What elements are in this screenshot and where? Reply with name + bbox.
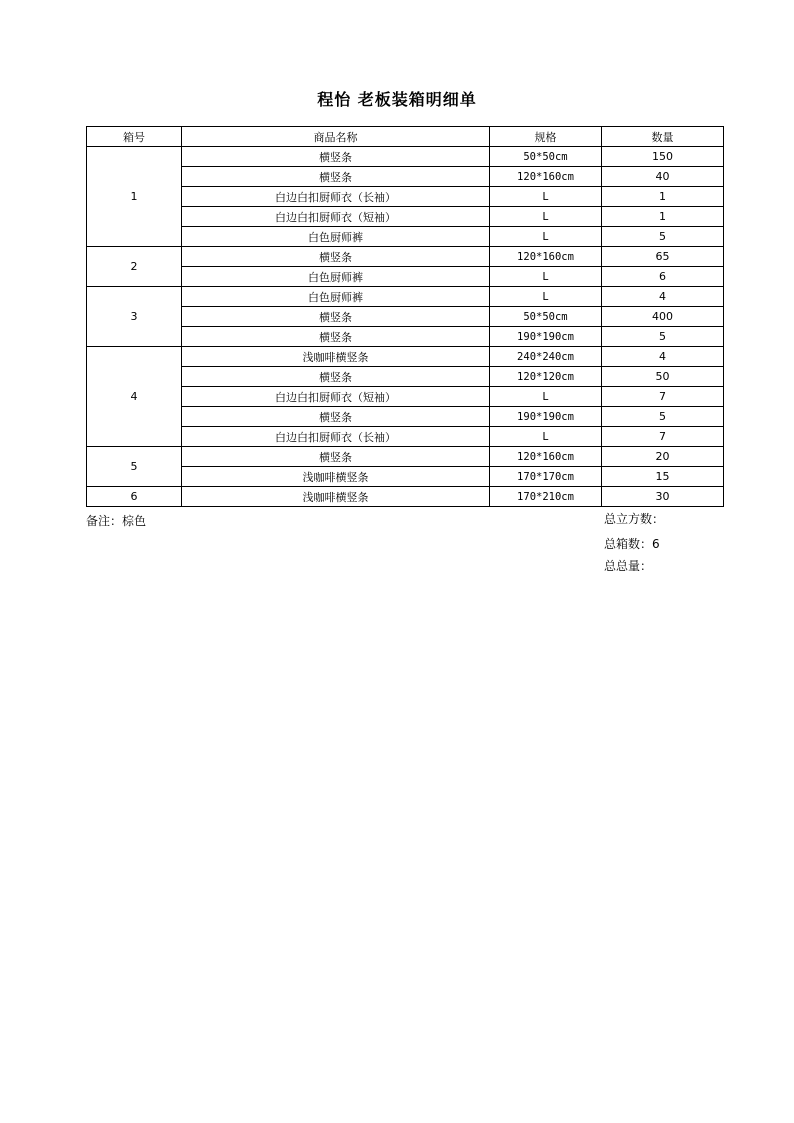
table-row [87, 427, 724, 447]
table-row [87, 287, 724, 307]
quantity-cell: 50 [602, 367, 724, 387]
spec-cell: 50*50cm [490, 147, 602, 167]
quantity-cell: 5 [602, 227, 724, 247]
product-name-cell: 横竖条 [182, 447, 490, 467]
quantity-cell: 5 [602, 327, 724, 347]
spec-cell: 120*120cm [490, 367, 602, 387]
spec-cell: 190*190cm [490, 327, 602, 347]
product-name-cell: 横竖条 [182, 247, 490, 267]
product-name-cell: 横竖条 [182, 307, 490, 327]
quantity-cell: 20 [602, 447, 724, 467]
product-name-cell: 白边白扣厨师衣（长袖） [182, 427, 490, 447]
quantity-cell: 6 [602, 267, 724, 287]
spec-cell: L [490, 267, 602, 287]
spec-cell: 170*210cm [490, 487, 602, 507]
spec-cell: L [490, 227, 602, 247]
table-row [87, 247, 724, 267]
product-name-cell: 白色厨师裤 [182, 267, 490, 287]
product-name-cell: 横竖条 [182, 327, 490, 347]
table-row [87, 467, 724, 487]
spec-cell: 170*170cm [490, 467, 602, 487]
quantity-cell: 5 [602, 407, 724, 427]
spec-cell: 240*240cm [490, 347, 602, 367]
header-box-no: 箱号 [87, 127, 182, 147]
quantity-cell: 40 [602, 167, 724, 187]
box-number-cell: 3 [87, 287, 182, 347]
product-name-cell: 浅咖啡横竖条 [182, 467, 490, 487]
spec-cell: 190*190cm [490, 407, 602, 427]
table-row [87, 367, 724, 387]
quantity-cell: 65 [602, 247, 724, 267]
quantity-cell: 4 [602, 347, 724, 367]
quantity-cell: 400 [602, 307, 724, 327]
quantity-cell: 4 [602, 287, 724, 307]
spec-cell: L [490, 187, 602, 207]
table-body [87, 147, 724, 507]
product-name-cell: 横竖条 [182, 367, 490, 387]
product-name-cell: 横竖条 [182, 147, 490, 167]
spec-cell: L [490, 207, 602, 227]
spec-cell: L [490, 427, 602, 447]
table-header-row [87, 127, 724, 147]
table-row [87, 327, 724, 347]
box-number-cell: 6 [87, 487, 182, 507]
quantity-cell: 7 [602, 427, 724, 447]
spec-cell: 120*160cm [490, 167, 602, 187]
header-quantity: 数量 [602, 127, 724, 147]
table-row [87, 307, 724, 327]
box-number-cell: 4 [87, 347, 182, 447]
spec-cell: L [490, 287, 602, 307]
packing-list-table [86, 126, 724, 507]
table-row [87, 387, 724, 407]
quantity-cell: 150 [602, 147, 724, 167]
quantity-cell: 1 [602, 187, 724, 207]
product-name-cell: 浅咖啡横竖条 [182, 487, 490, 507]
quantity-cell: 30 [602, 487, 724, 507]
product-name-cell: 白色厨师裤 [182, 227, 490, 247]
product-name-cell: 浅咖啡横竖条 [182, 347, 490, 367]
table-row [87, 447, 724, 467]
table-row [87, 167, 724, 187]
product-name-cell: 白边白扣厨师衣（长袖） [182, 187, 490, 207]
spec-cell: 50*50cm [490, 307, 602, 327]
table-row [87, 407, 724, 427]
table-row [87, 487, 724, 507]
spec-cell: L [490, 387, 602, 407]
header-product-name: 商品名称 [182, 127, 490, 147]
quantity-cell: 1 [602, 207, 724, 227]
total-boxes-label: 总箱数：6 [604, 537, 660, 551]
quantity-cell: 15 [602, 467, 724, 487]
quantity-cell: 7 [602, 387, 724, 407]
box-number-cell: 1 [87, 147, 182, 247]
table-row [87, 347, 724, 367]
document-title: 程怡 老板装箱明细单 [317, 90, 477, 109]
product-name-cell: 白边白扣厨师衣（短袖） [182, 387, 490, 407]
table-row [87, 207, 724, 227]
box-number-cell: 5 [87, 447, 182, 487]
product-name-cell: 横竖条 [182, 407, 490, 427]
box-number-cell: 2 [87, 247, 182, 287]
spec-cell: 120*160cm [490, 447, 602, 467]
table-row [87, 227, 724, 247]
product-name-cell: 白色厨师裤 [182, 287, 490, 307]
header-spec: 规格 [490, 127, 602, 147]
remark-note: 备注：棕色 [86, 514, 147, 528]
table-row [87, 187, 724, 207]
total-weight-label: 总总量： [604, 559, 653, 573]
table-row [87, 147, 724, 167]
product-name-cell: 白边白扣厨师衣（短袖） [182, 207, 490, 227]
table-row [87, 267, 724, 287]
spec-cell: 120*160cm [490, 247, 602, 267]
product-name-cell: 横竖条 [182, 167, 490, 187]
total-volume-label: 总立方数： [604, 512, 665, 526]
